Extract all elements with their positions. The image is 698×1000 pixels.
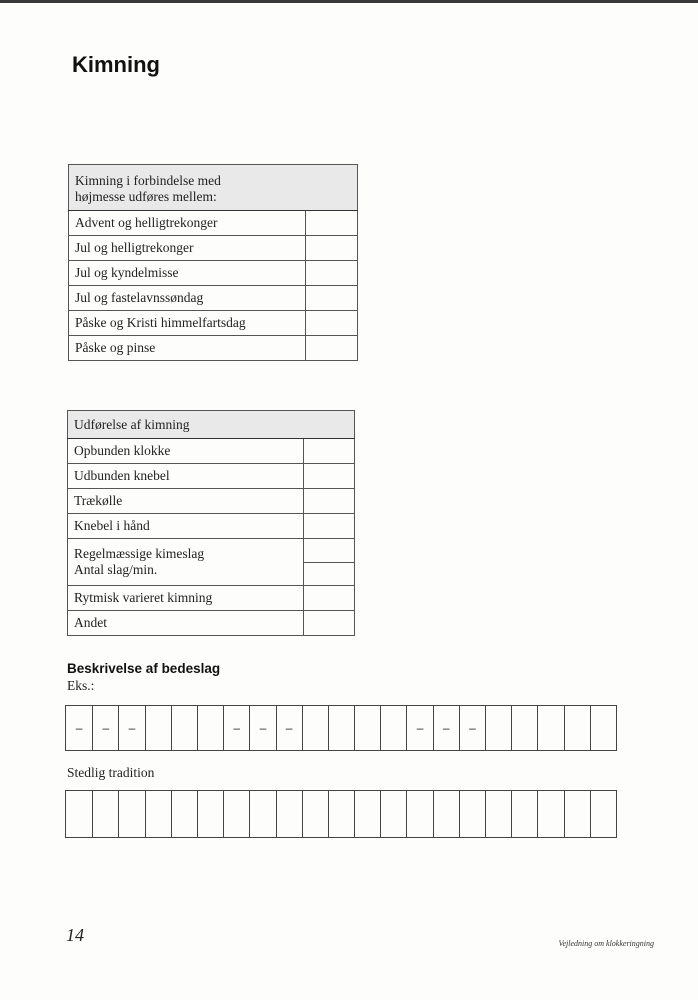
grid-input-cell[interactable] — [485, 791, 511, 837]
row-label: Opbunden klokke — [68, 439, 304, 464]
grid-cell: – — [249, 706, 275, 750]
example-label: Eks.: — [67, 678, 95, 693]
row-label: Jul og helligtrekonger — [69, 236, 306, 261]
row-label-line-1: Regelmæssige kimeslag — [74, 546, 205, 561]
grid-cell — [354, 706, 380, 750]
grid-cell: – — [92, 706, 118, 750]
row-label: Advent og helligtrekonger — [69, 211, 306, 236]
grid-input-cell[interactable] — [171, 791, 197, 837]
check-cell[interactable] — [306, 286, 358, 311]
check-cell[interactable] — [306, 211, 358, 236]
grid-cell — [328, 706, 354, 750]
bedeslag-section-title: Beskrivelse af bedeslag — [67, 661, 221, 676]
grid-cell — [511, 706, 537, 750]
publication-footer: Vejledning om klokkeringning — [558, 939, 654, 948]
split-cell-wrapper — [304, 539, 354, 585]
table-row — [69, 211, 358, 236]
grid-input-cell[interactable] — [590, 791, 616, 837]
grid-cell — [380, 706, 406, 750]
check-cell[interactable] — [303, 489, 354, 514]
grid-cell — [564, 706, 590, 750]
table-header-cell — [69, 165, 358, 211]
check-cell[interactable] — [303, 439, 354, 464]
check-cell[interactable] — [306, 236, 358, 261]
grid-cell: – — [433, 706, 459, 750]
grid-input-cell[interactable] — [564, 791, 590, 837]
table-row — [68, 464, 355, 489]
grid-cell: – — [118, 706, 144, 750]
table-row — [69, 261, 358, 286]
table-header-cell: Udførelse af kimning — [68, 411, 355, 439]
grid-input-cell[interactable] — [380, 791, 406, 837]
row-label: Udbunden knebel — [68, 464, 304, 489]
check-cell[interactable] — [306, 336, 358, 361]
check-cell[interactable] — [306, 311, 358, 336]
grid-cell — [485, 706, 511, 750]
grid-cell — [302, 706, 328, 750]
check-cell[interactable] — [303, 514, 354, 539]
grid-cell — [171, 706, 197, 750]
grid-cell: – — [459, 706, 485, 750]
table-row — [68, 489, 355, 514]
grid-cell — [197, 706, 223, 750]
check-cell[interactable] — [306, 261, 358, 286]
grid-input-cell[interactable] — [249, 791, 275, 837]
top-edge-rule — [0, 0, 698, 3]
table-row — [68, 514, 355, 539]
table-row — [69, 236, 358, 261]
table-row — [68, 439, 355, 464]
grid-cell: – — [223, 706, 249, 750]
local-tradition-grid — [65, 790, 617, 838]
grid-input-cell[interactable] — [118, 791, 144, 837]
row-label: Trækølle — [68, 489, 304, 514]
local-tradition-label: Stedlig tradition — [67, 765, 155, 780]
header-line-1: Kimning i forbindelse med — [75, 172, 221, 188]
check-cell[interactable] — [303, 611, 354, 636]
table-row — [69, 286, 358, 311]
example-stroke-grid — [65, 705, 617, 751]
check-cell-upper[interactable] — [304, 539, 354, 562]
grid-cell — [590, 706, 616, 750]
grid-cell — [145, 706, 171, 750]
table-row — [68, 539, 355, 586]
grid-cell — [537, 706, 563, 750]
row-label: Knebel i hånd — [68, 514, 304, 539]
kimning-period-table — [68, 164, 358, 361]
row-label-line-2: Antal slag/min. — [74, 562, 158, 577]
table-header-row — [68, 411, 355, 439]
row-label: Andet — [68, 611, 304, 636]
table-row — [69, 336, 358, 361]
grid-input-cell[interactable] — [406, 791, 432, 837]
grid-input-cell[interactable] — [354, 791, 380, 837]
table-row — [68, 586, 355, 611]
grid-input-cell[interactable] — [328, 791, 354, 837]
row-label: Påske og pinse — [69, 336, 306, 361]
table-row — [69, 311, 358, 336]
grid-cell: – — [75, 721, 83, 735]
grid-input-cell[interactable] — [302, 791, 328, 837]
check-cell[interactable] — [303, 586, 354, 611]
split-check-cell — [303, 539, 354, 586]
strikes-per-minute-field[interactable] — [304, 562, 354, 586]
grid-input-cell[interactable] — [145, 791, 171, 837]
row-label: Påske og Kristi himmelfartsdag — [69, 311, 306, 336]
row-label: Rytmisk varieret kimning — [68, 586, 304, 611]
grid-input-cell[interactable] — [66, 791, 92, 837]
grid-cell: – — [276, 706, 302, 750]
grid-input-cell[interactable] — [459, 791, 485, 837]
grid-input-cell[interactable] — [537, 791, 563, 837]
grid-input-cell[interactable] — [433, 791, 459, 837]
grid-input-cell[interactable] — [92, 791, 118, 837]
page-number: 14 — [66, 925, 84, 945]
grid-input-cell[interactable] — [511, 791, 537, 837]
grid-cell: – — [406, 706, 432, 750]
grid-input-cell[interactable] — [197, 791, 223, 837]
row-label — [68, 539, 304, 586]
page-title: Kimning — [72, 52, 160, 77]
grid-input-cell[interactable] — [223, 791, 249, 837]
row-label: Jul og fastelavnssøndag — [69, 286, 306, 311]
check-cell[interactable] — [303, 464, 354, 489]
table-row — [68, 611, 355, 636]
kimning-method-table — [67, 410, 355, 636]
header-line-2: højmesse udføres mellem: — [75, 188, 217, 204]
table-header-row — [69, 165, 358, 211]
grid-input-cell[interactable] — [276, 791, 302, 837]
row-label: Jul og kyndelmisse — [69, 261, 306, 286]
